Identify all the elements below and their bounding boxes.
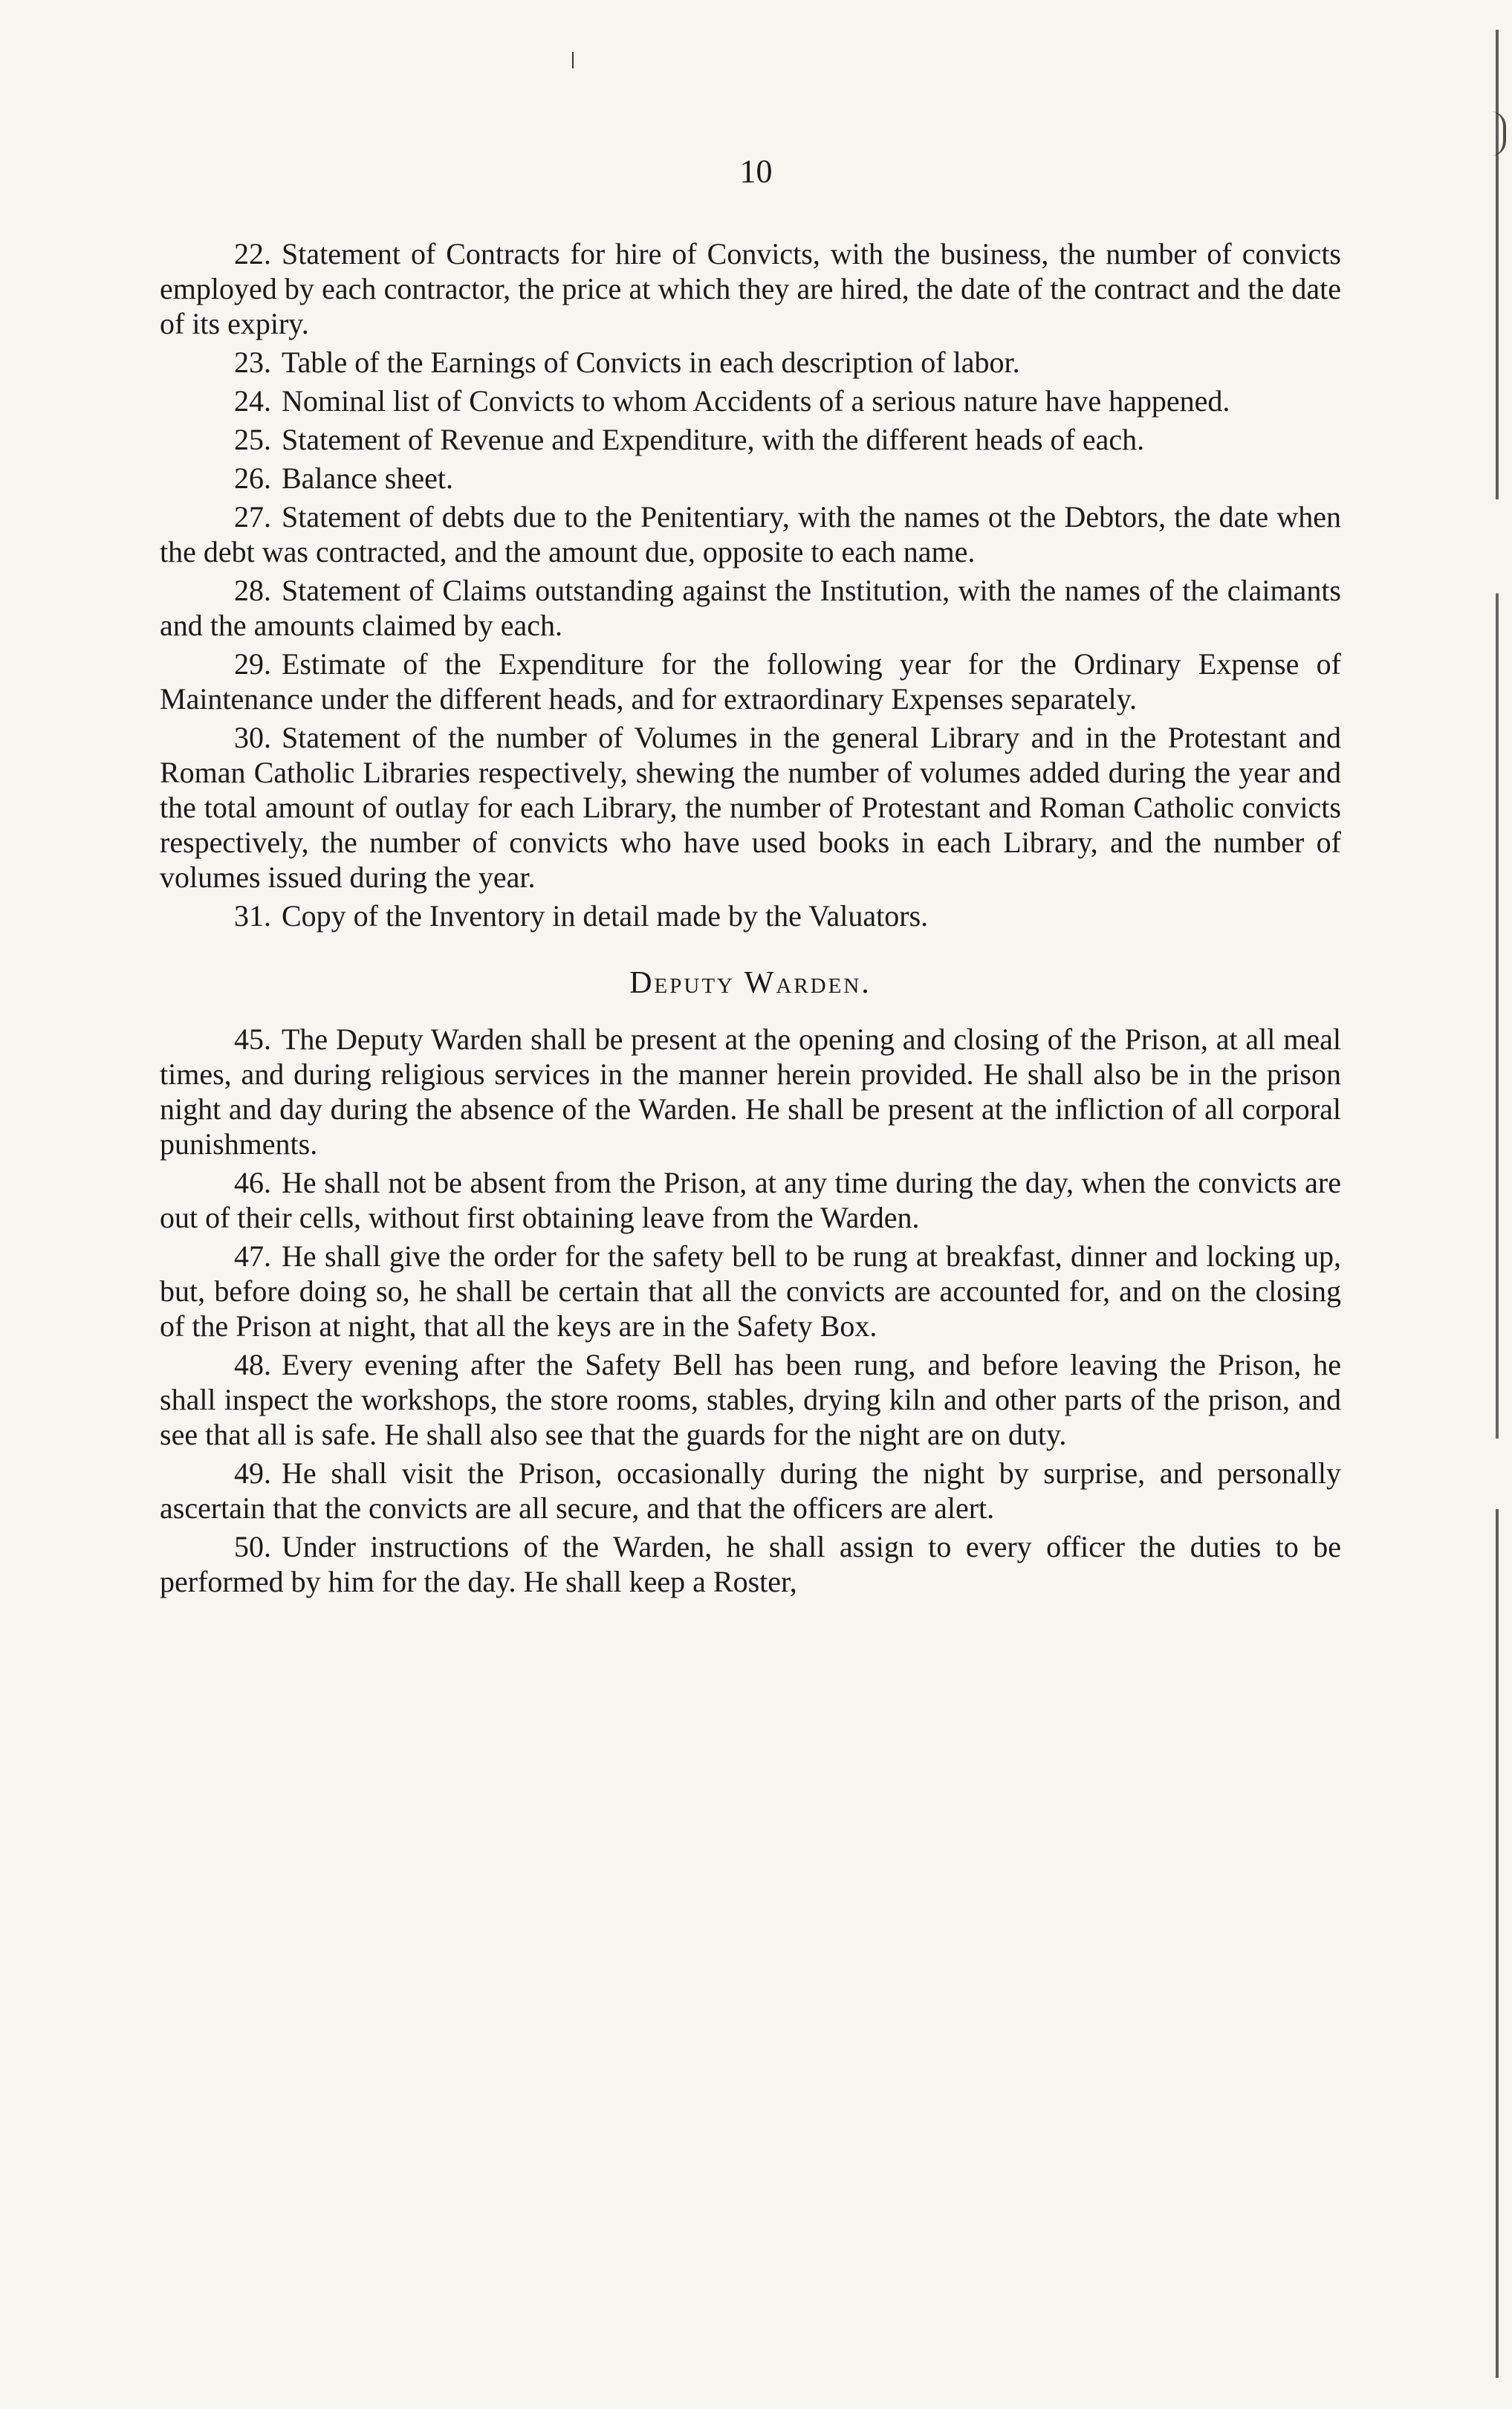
numbered-paragraph: [160, 1239, 1341, 1343]
paragraph-number: 45.: [234, 1022, 271, 1056]
scan-mark: [572, 52, 574, 68]
numbered-paragraph: [160, 898, 1341, 933]
paragraph-text: Balance sheet.: [282, 461, 453, 495]
paragraph-text: Table of the Earnings of Convicts in each description of labor.: [282, 346, 1020, 379]
paragraph-number: 24.: [234, 384, 271, 418]
numbered-paragraph: [160, 499, 1341, 569]
paragraph-number: 48.: [234, 1348, 271, 1381]
numbered-paragraph: [160, 646, 1341, 716]
numbered-paragraph: [160, 1165, 1341, 1235]
paragraph-number: 30.: [234, 721, 271, 754]
paragraph-text: The Deputy Warden shall be present at the opening and closing of the Prison, at all meal times, and during religious services in the manner herein provided. He shall also be in the prison night and day during the absence of the Warden. He shall be present at the infliction of all corporal punishments.: [160, 1022, 1341, 1161]
paragraph-number: 49.: [234, 1456, 271, 1490]
paragraph-text: Statement of Claims outstanding against the Institution, with the names of the claimants and the amounts claimed by each.: [160, 574, 1341, 642]
paragraph-text: Statement of Revenue and Expenditure, with the different heads of each.: [282, 423, 1145, 456]
paragraph-number: 28.: [234, 574, 271, 607]
paragraph-text: Statement of Contracts for hire of Convicts, with the business, the number of convicts employed by each contractor, the price at which they are hired, the date of the contract and the date of its expiry.: [160, 237, 1341, 340]
paragraph-text: Under instructions of the Warden, he shall assign to every officer the duties to be performed by him for the day. He shall keep a Roster,: [160, 1530, 1341, 1598]
numbered-paragraph: [160, 720, 1341, 895]
paragraph-number: 50.: [234, 1530, 271, 1563]
paragraph-text: He shall visit the Prison, occasionally during the night by surprise, and personally ascertain that the convicts are all secure, and that the officers are alert.: [160, 1456, 1341, 1525]
page-edge-mark: [1490, 111, 1506, 156]
page-body: [160, 236, 1341, 1603]
paragraph-number: 29.: [234, 647, 271, 681]
paragraph-number: 22.: [234, 237, 271, 270]
paragraph-text: Every evening after the Safety Bell has been rung, and before leaving the Prison, he shall inspect the workshops, the store rooms, stables, drying kiln and other parts of the prison, and see that all is safe. He shall also see that the guards for the night are on duty.: [160, 1348, 1341, 1451]
numbered-paragraph: [160, 236, 1341, 341]
paragraph-text: He shall give the order for the safety bell to be rung at breakfast, dinner and locking up, but, before doing so, he shall be certain that all the convicts are accounted for, and on the closing of the Prison at night, that all the keys are in the Safety Box.: [160, 1239, 1341, 1343]
paragraph-text: Copy of the Inventory in detail made by the Valuators.: [282, 899, 929, 933]
paragraph-number: 23.: [234, 346, 271, 379]
numbered-paragraph: [160, 345, 1341, 380]
paragraph-text: Estimate of the Expenditure for the following year for the Ordinary Expense of Maintenance under the different heads, and for extraordinary Expenses separately.: [160, 647, 1341, 716]
section-heading: Deputy Warden.: [629, 966, 872, 1000]
paragraph-text: Statement of debts due to the Penitentiary, with the names ot the Debtors, the date when the debt was contracted, and the amount due, opposite to each name.: [160, 500, 1341, 568]
numbered-paragraph: [160, 1529, 1341, 1599]
page-edge-shadow: [1496, 30, 1499, 2378]
paragraph-number: 47.: [234, 1239, 271, 1273]
paragraph-text: Nominal list of Convicts to whom Accidents of a serious nature have happened.: [282, 384, 1230, 418]
report-items-list: [160, 236, 1341, 933]
paragraph-number: 25.: [234, 423, 271, 456]
paragraph-number: 27.: [234, 500, 271, 534]
numbered-paragraph: [160, 573, 1341, 643]
paragraph-number: 26.: [234, 461, 271, 495]
numbered-paragraph: [160, 422, 1341, 457]
paragraph-text: Statement of the number of Volumes in the general Library and in the Protestant and Roman Catholic Libraries respectively, shewing the number of volumes added during the year and the total amount of outlay for each Library, the number of Protestant and Roman Catholic convicts respectively, the number of convicts who have used books in each Library, and the number of volumes issued during the year.: [160, 721, 1341, 894]
numbered-paragraph: [160, 1347, 1341, 1452]
numbered-paragraph: [160, 461, 1341, 496]
paragraph-number: 31.: [234, 899, 271, 933]
numbered-paragraph: [160, 1456, 1341, 1526]
deputy-warden-rules-list: [160, 1022, 1341, 1599]
paragraph-text: He shall not be absent from the Prison, at any time during the day, when the convicts are out of their cells, without first obtaining leave from the Warden.: [160, 1166, 1341, 1234]
numbered-paragraph: [160, 383, 1341, 418]
paragraph-number: 46.: [234, 1166, 271, 1199]
numbered-paragraph: [160, 1022, 1341, 1161]
page-number: 10: [739, 153, 773, 189]
